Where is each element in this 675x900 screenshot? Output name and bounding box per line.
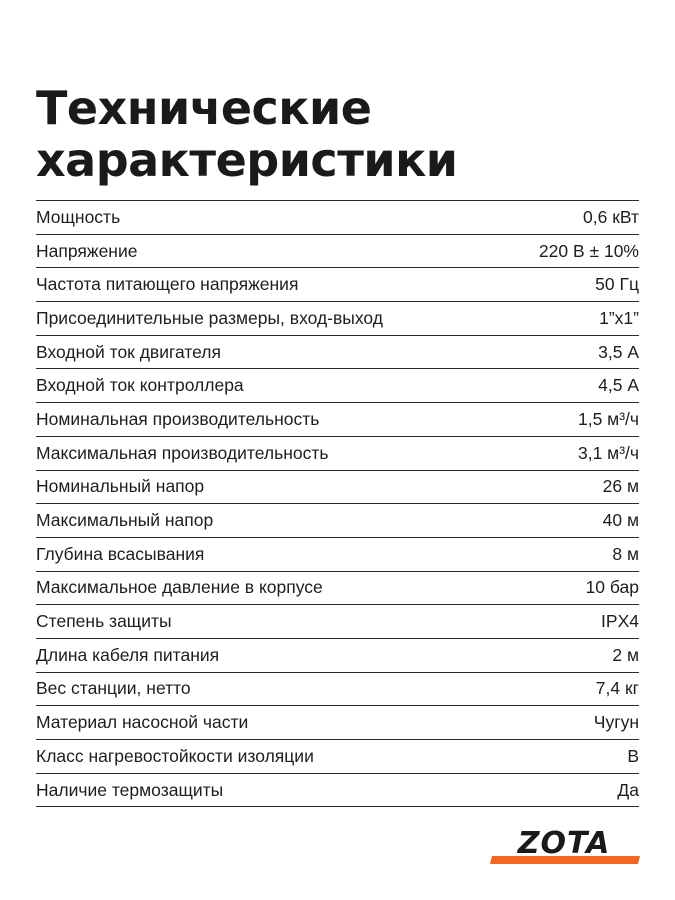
spec-label: Максимальное давление в корпусе bbox=[36, 577, 323, 598]
spec-value: 2 м bbox=[612, 644, 639, 665]
spec-row bbox=[36, 572, 639, 606]
spec-row bbox=[36, 774, 639, 808]
spec-row bbox=[36, 437, 639, 471]
spec-row bbox=[36, 504, 639, 538]
spec-label: Присоединительные размеры, вход-выход bbox=[36, 307, 383, 328]
spec-row bbox=[36, 605, 639, 639]
spec-row bbox=[36, 336, 639, 370]
spec-row bbox=[36, 302, 639, 336]
spec-value: 26 м bbox=[602, 476, 639, 497]
spec-row bbox=[36, 369, 639, 403]
spec-row bbox=[36, 639, 639, 673]
spec-label: Мощность bbox=[36, 206, 121, 227]
spec-label: Вес станции, нетто bbox=[36, 678, 191, 699]
page-title bbox=[36, 82, 458, 186]
spec-value: 8 м bbox=[612, 543, 639, 564]
spec-row bbox=[36, 201, 639, 235]
spec-label: Номинальная производительность bbox=[36, 408, 320, 429]
spec-value: 1,5 м³/ч bbox=[577, 408, 639, 429]
spec-label: Частота питающего напряжения bbox=[36, 274, 299, 295]
specs-table bbox=[36, 200, 639, 807]
spec-row bbox=[36, 538, 639, 572]
spec-label: Номинальный напор bbox=[36, 476, 205, 497]
spec-value: Чугун bbox=[593, 712, 639, 733]
spec-label: Наличие термозащиты bbox=[36, 779, 224, 800]
spec-label: Глубина всасывания bbox=[36, 543, 205, 564]
page-title-line-1: Технические bbox=[36, 81, 372, 135]
spec-label: Входной ток двигателя bbox=[36, 341, 221, 362]
spec-value: 220 В ± 10% bbox=[538, 240, 639, 261]
spec-row bbox=[36, 673, 639, 707]
zota-logo bbox=[488, 826, 640, 866]
spec-row bbox=[36, 471, 639, 505]
spec-row bbox=[36, 706, 639, 740]
spec-row bbox=[36, 403, 639, 437]
spec-label: Максимальная производительность bbox=[36, 442, 329, 463]
spec-value: 0,6 кВт bbox=[583, 206, 639, 227]
spec-value: 7,4 кг bbox=[595, 678, 639, 699]
spec-value: 3,5 А bbox=[598, 341, 639, 362]
spec-label: Длина кабеля питания bbox=[36, 644, 220, 665]
spec-value: В bbox=[627, 745, 639, 766]
spec-label: Материал насосной части bbox=[36, 712, 249, 733]
logo-text: ZOTA bbox=[517, 826, 611, 861]
spec-value: Да bbox=[617, 779, 639, 800]
spec-value: 3,1 м³/ч bbox=[577, 442, 639, 463]
spec-row bbox=[36, 235, 639, 269]
spec-label: Класс нагревостойкости изоляции bbox=[36, 745, 314, 766]
spec-label: Напряжение bbox=[36, 240, 138, 261]
spec-value: 50 Гц bbox=[595, 274, 639, 295]
page-title-line-2: характеристики bbox=[36, 133, 458, 187]
spec-row bbox=[36, 268, 639, 302]
spec-label: Входной ток контроллера bbox=[36, 375, 244, 396]
spec-value: IPX4 bbox=[601, 611, 639, 632]
spec-label: Максимальный напор bbox=[36, 510, 214, 531]
spec-value: 1”х1” bbox=[599, 307, 639, 328]
spec-row bbox=[36, 740, 639, 774]
spec-value: 40 м bbox=[602, 510, 639, 531]
spec-label: Степень защиты bbox=[36, 611, 172, 632]
spec-value: 4,5 А bbox=[598, 375, 639, 396]
spec-value: 10 бар bbox=[585, 577, 639, 598]
